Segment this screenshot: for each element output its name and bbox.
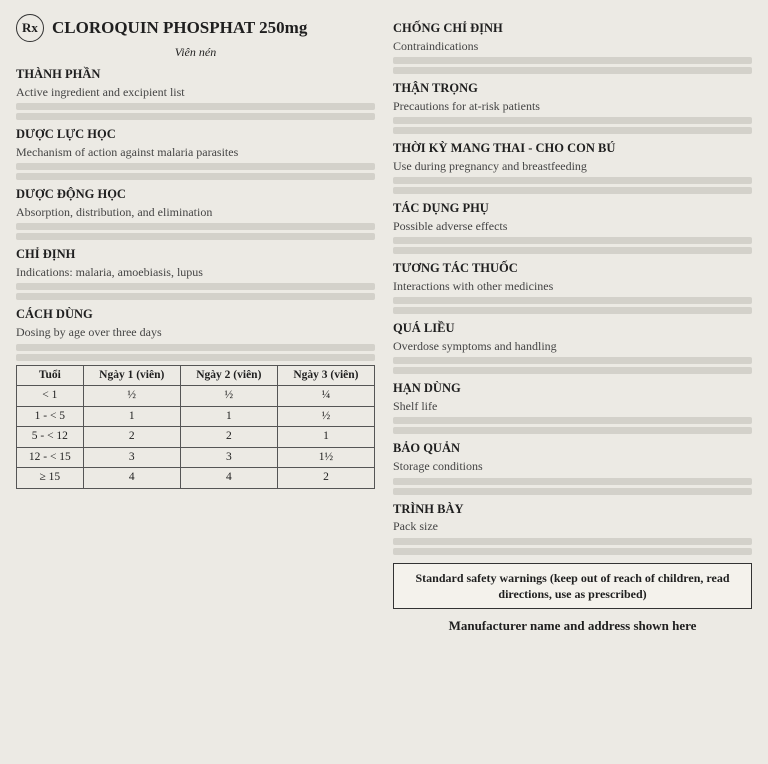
table-cell: 2 [83, 427, 180, 448]
text-placeholder [393, 57, 752, 64]
table-cell: ½ [277, 406, 374, 427]
section-summary: Mechanism of action against malaria parasites [16, 145, 239, 160]
section-summary: Use during pregnancy and breastfeeding [393, 159, 587, 173]
text-placeholder [16, 163, 375, 170]
table-header-cell: Ngày 3 (viên) [277, 365, 374, 386]
table-cell: ¼ [277, 386, 374, 407]
text-placeholder [16, 293, 375, 300]
text-placeholder [16, 354, 375, 361]
text-placeholder [393, 478, 752, 485]
product-title: CLOROQUIN PHOSPHAT 250mg [52, 17, 308, 37]
section-summary: Interactions with other medicines [393, 279, 554, 294]
section-summary: Absorption, distribution, and elimination [16, 205, 213, 220]
section-summary: Shelf life [393, 399, 438, 414]
section-heading: QUÁ LIỀU [393, 321, 455, 336]
text-placeholder [16, 233, 375, 240]
section-heading: THẬN TRỌNG [393, 81, 478, 96]
table-row [17, 468, 375, 489]
table-cell: 2 [277, 468, 374, 489]
section-heading: DƯỢC ĐỘNG HỌC [16, 187, 126, 202]
table-cell: 3 [83, 447, 180, 468]
table-header-cell: Ngày 2 (viên) [180, 365, 277, 386]
text-placeholder [393, 488, 752, 495]
section-summary: Dosing by age over three days [16, 325, 162, 340]
section-summary: Possible adverse effects [393, 219, 508, 234]
left-column [16, 14, 375, 750]
table-row [17, 427, 375, 448]
text-placeholder [393, 548, 752, 555]
warning-box: Standard safety warnings (keep out of reach of children, read directions, use as prescribed) [393, 563, 752, 609]
table-header-cell: Tuổi [17, 365, 84, 386]
text-placeholder [393, 427, 752, 434]
table-cell: 12 - < 15 [17, 447, 84, 468]
text-placeholder [393, 417, 752, 424]
text-placeholder [393, 307, 752, 314]
section-summary: Pack size [393, 519, 438, 534]
table-header-cell: Ngày 1 (viên) [83, 365, 180, 386]
table-cell: 3 [180, 447, 277, 468]
right-column [393, 14, 752, 750]
section-heading: HẠN DÙNG [393, 381, 461, 396]
section-heading: CHỈ ĐỊNH [16, 247, 76, 262]
table-cell: 1 [180, 406, 277, 427]
table-cell: < 1 [17, 386, 84, 407]
section-summary: Storage conditions [393, 459, 483, 474]
section-summary: Active ingredient and excipient list [16, 85, 185, 100]
section-heading: THÀNH PHẦN [16, 67, 101, 82]
table-cell: ≥ 15 [17, 468, 84, 489]
table-row [17, 447, 375, 468]
text-placeholder [393, 367, 752, 374]
table-cell: ½ [180, 386, 277, 407]
text-placeholder [16, 223, 375, 230]
text-placeholder [393, 67, 752, 74]
table-row [17, 406, 375, 427]
text-placeholder [393, 117, 752, 124]
text-placeholder [393, 177, 752, 184]
section-heading: TƯƠNG TÁC THUỐC [393, 261, 518, 276]
text-placeholder [16, 283, 375, 290]
section-summary: Contraindications [393, 38, 479, 53]
text-placeholder [393, 297, 752, 304]
text-placeholder [393, 237, 752, 244]
text-placeholder [16, 344, 375, 351]
dosing-table [16, 365, 375, 489]
table-row [17, 386, 375, 407]
section-heading: DƯỢC LỰC HỌC [16, 127, 116, 142]
text-placeholder [393, 357, 752, 364]
section-summary: Indications: malaria, amoebiasis, lupus [16, 265, 203, 280]
text-placeholder [393, 247, 752, 254]
rx-icon: Rx [16, 14, 44, 42]
table-cell: 1 - < 5 [17, 406, 84, 427]
section-summary: Overdose symptoms and handling [393, 339, 557, 354]
table-cell: 4 [83, 468, 180, 489]
table-cell: 1 [83, 406, 180, 427]
dosage-form: Viên nén [174, 45, 217, 59]
manufacturer: Manufacturer name and address shown here [448, 617, 697, 633]
table-cell: 5 - < 12 [17, 427, 84, 448]
section-heading: TÁC DỤNG PHỤ [393, 201, 489, 216]
section-heading: TRÌNH BÀY [393, 501, 464, 516]
section-heading: CHỐNG CHỈ ĐỊNH [393, 21, 503, 35]
section-heading: CÁCH DÙNG [16, 307, 93, 322]
section-heading: BẢO QUẢN [393, 441, 461, 456]
table-cell: 2 [180, 427, 277, 448]
text-placeholder [393, 538, 752, 545]
table-cell: 1½ [277, 447, 374, 468]
text-placeholder [16, 173, 375, 180]
table-cell: 1 [277, 427, 374, 448]
section-summary: Precautions for at-risk patients [393, 98, 540, 113]
table-cell: ½ [83, 386, 180, 407]
text-placeholder [393, 187, 752, 194]
text-placeholder [16, 113, 375, 120]
table-cell: 4 [180, 468, 277, 489]
section-heading: THỜI KỲ MANG THAI - CHO CON BÚ [393, 141, 616, 156]
text-placeholder [16, 103, 375, 110]
text-placeholder [393, 127, 752, 134]
